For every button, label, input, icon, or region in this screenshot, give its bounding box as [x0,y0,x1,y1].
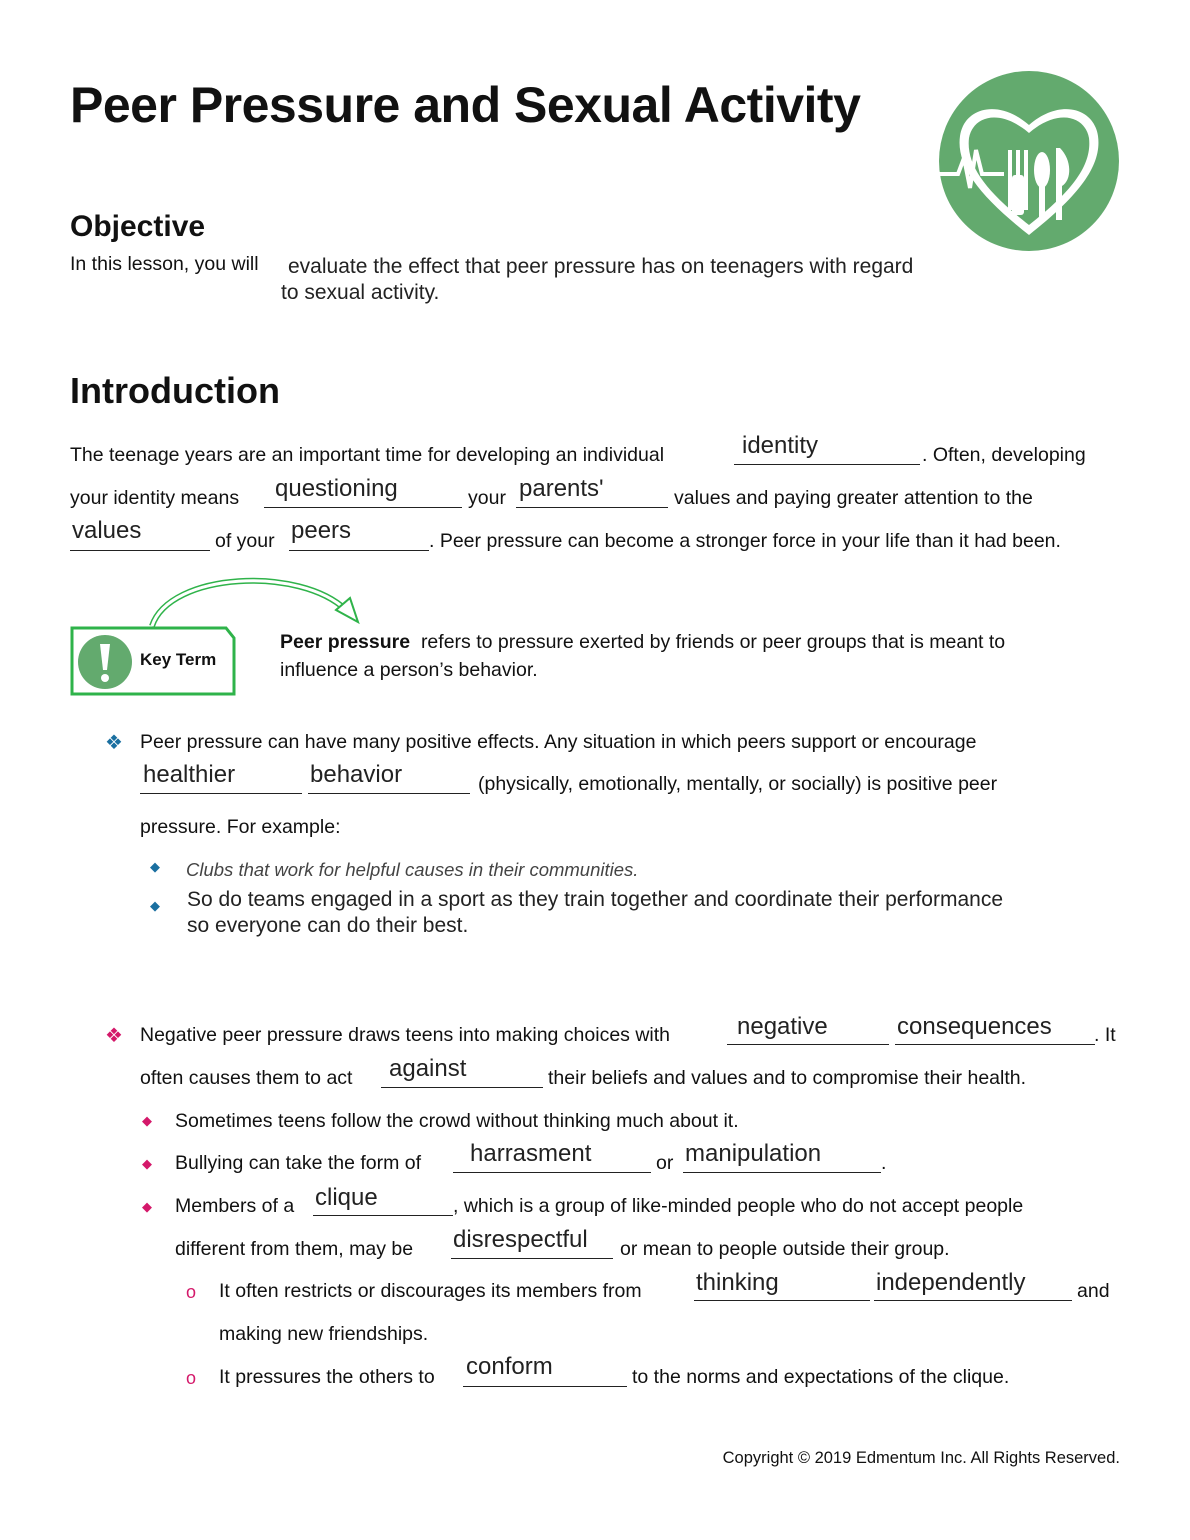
intro-text-2c: values and paying greater attention to the [674,487,1033,509]
diamond-bullet-icon: ◆ [142,1199,152,1214]
key-term-word: Peer pressure [280,631,411,653]
intro-text-2a: your identity means [70,487,240,509]
answer-disrespectful: disrespectful [453,1226,588,1253]
answer-clique: clique [315,1184,378,1211]
negative-sub-2a: Bullying can take the form of [175,1152,422,1174]
diamond-bullet-icon: ◆ [150,898,160,913]
curved-arrow-icon [140,572,370,632]
intro-text-1b: . Often, developing [922,444,1086,466]
diamond-bullet-icon: ❖ [105,1025,123,1047]
introduction-heading: Introduction [70,370,280,411]
answer-questioning: questioning [275,475,398,502]
answer-healthier: healthier [143,761,236,788]
objective-answer-line2: to sexual activity. [281,281,440,304]
answer-thinking: thinking [696,1269,779,1296]
circle-bullet-icon: o [186,1282,197,1302]
objective-answer-line1: evaluate the effect that peer pressure has on teenagers with regard [288,255,914,278]
negative-sub-3c: different from them, may be [175,1238,414,1260]
heart-cutlery-logo-icon [938,70,1120,252]
objective-lead: In this lesson, you will [70,253,259,275]
negative-text-2a: often causes them to act [140,1067,353,1089]
diamond-bullet-icon: ◆ [142,1156,152,1171]
negative-text-2b: their beliefs and values and to compromise their health. [548,1067,1027,1089]
negative-circ-1c: making new friendships. [219,1323,429,1345]
key-term-badge [70,626,236,696]
negative-sub-2b: or [656,1152,674,1174]
circle-bullet-icon: o [186,1368,197,1388]
negative-circ-1a: It often restricts or discourages its members from [219,1280,642,1302]
positive-text-1: Peer pressure can have many positive effects. Any situation in which peers support or encourage [140,731,977,753]
diamond-bullet-icon: ◆ [142,1113,152,1128]
page-title: Peer Pressure and Sexual Activity [70,77,861,133]
key-term-definition-line2: influence a person’s behavior. [280,659,538,681]
answer-independently: independently [876,1269,1026,1296]
negative-sub-3a: Members of a [175,1195,295,1217]
key-term-definition-line1 [280,631,1005,654]
answer-against: against [389,1055,467,1082]
answer-harrasment: harrasment [470,1140,592,1167]
negative-sub-1: Sometimes teens follow the crowd without thinking much about it. [175,1110,739,1132]
negative-sub-3d: or mean to people outside their group. [620,1238,950,1260]
answer-identity: identity [742,432,819,459]
answer-peers: peers [291,517,352,544]
intro-text-2b: your [468,487,506,509]
diamond-bullet-icon: ❖ [105,732,123,754]
exclamation-icon [77,634,133,695]
negative-text-1b: . It [1094,1024,1116,1046]
negative-circ-2a: It pressures the others to [219,1366,435,1388]
negative-sub-2c: . [881,1152,887,1174]
positive-example-2-line2: so everyone can do their best. [187,914,469,937]
answer-behavior: behavior [310,761,403,788]
positive-text-3: pressure. For example: [140,816,341,838]
key-term-def-text: refers to pressure exerted by friends or peer groups that is meant to [420,631,1006,653]
key-term-label: Key Term [140,650,217,669]
objective-heading: Objective [70,210,206,243]
negative-text-1a: Negative peer pressure draws teens into making choices with [140,1024,671,1046]
answer-parents: parents' [519,475,604,502]
intro-text-3b: . Peer pressure can become a stronger force in your life than it had been. [429,530,1061,552]
answer-conform: conform [466,1353,553,1380]
negative-circ-1b: and [1077,1280,1110,1302]
answer-negative: negative [737,1013,828,1040]
copyright-footer: Copyright © 2019 Edmentum Inc. All Rights Reserved. [722,1449,1120,1467]
answer-consequences: consequences [897,1013,1052,1040]
positive-text-2: (physically, emotionally, mentally, or socially) is positive peer [478,773,998,795]
negative-sub-3b: , which is a group of like-minded people who do not accept people [453,1195,1024,1217]
answer-manipulation: manipulation [685,1140,822,1167]
intro-text-3a: of your [215,530,275,552]
positive-example-2-line1: So do teams engaged in a sport as they train together and coordinate their performance [187,888,1004,911]
answer-values: values [72,517,142,544]
diamond-bullet-icon: ◆ [150,859,160,874]
negative-circ-2b: to the norms and expectations of the clique. [632,1366,1010,1388]
positive-example-1: Clubs that work for helpful causes in their communities. [186,859,639,880]
intro-text-1a: The teenage years are an important time for developing an individual [70,444,665,466]
